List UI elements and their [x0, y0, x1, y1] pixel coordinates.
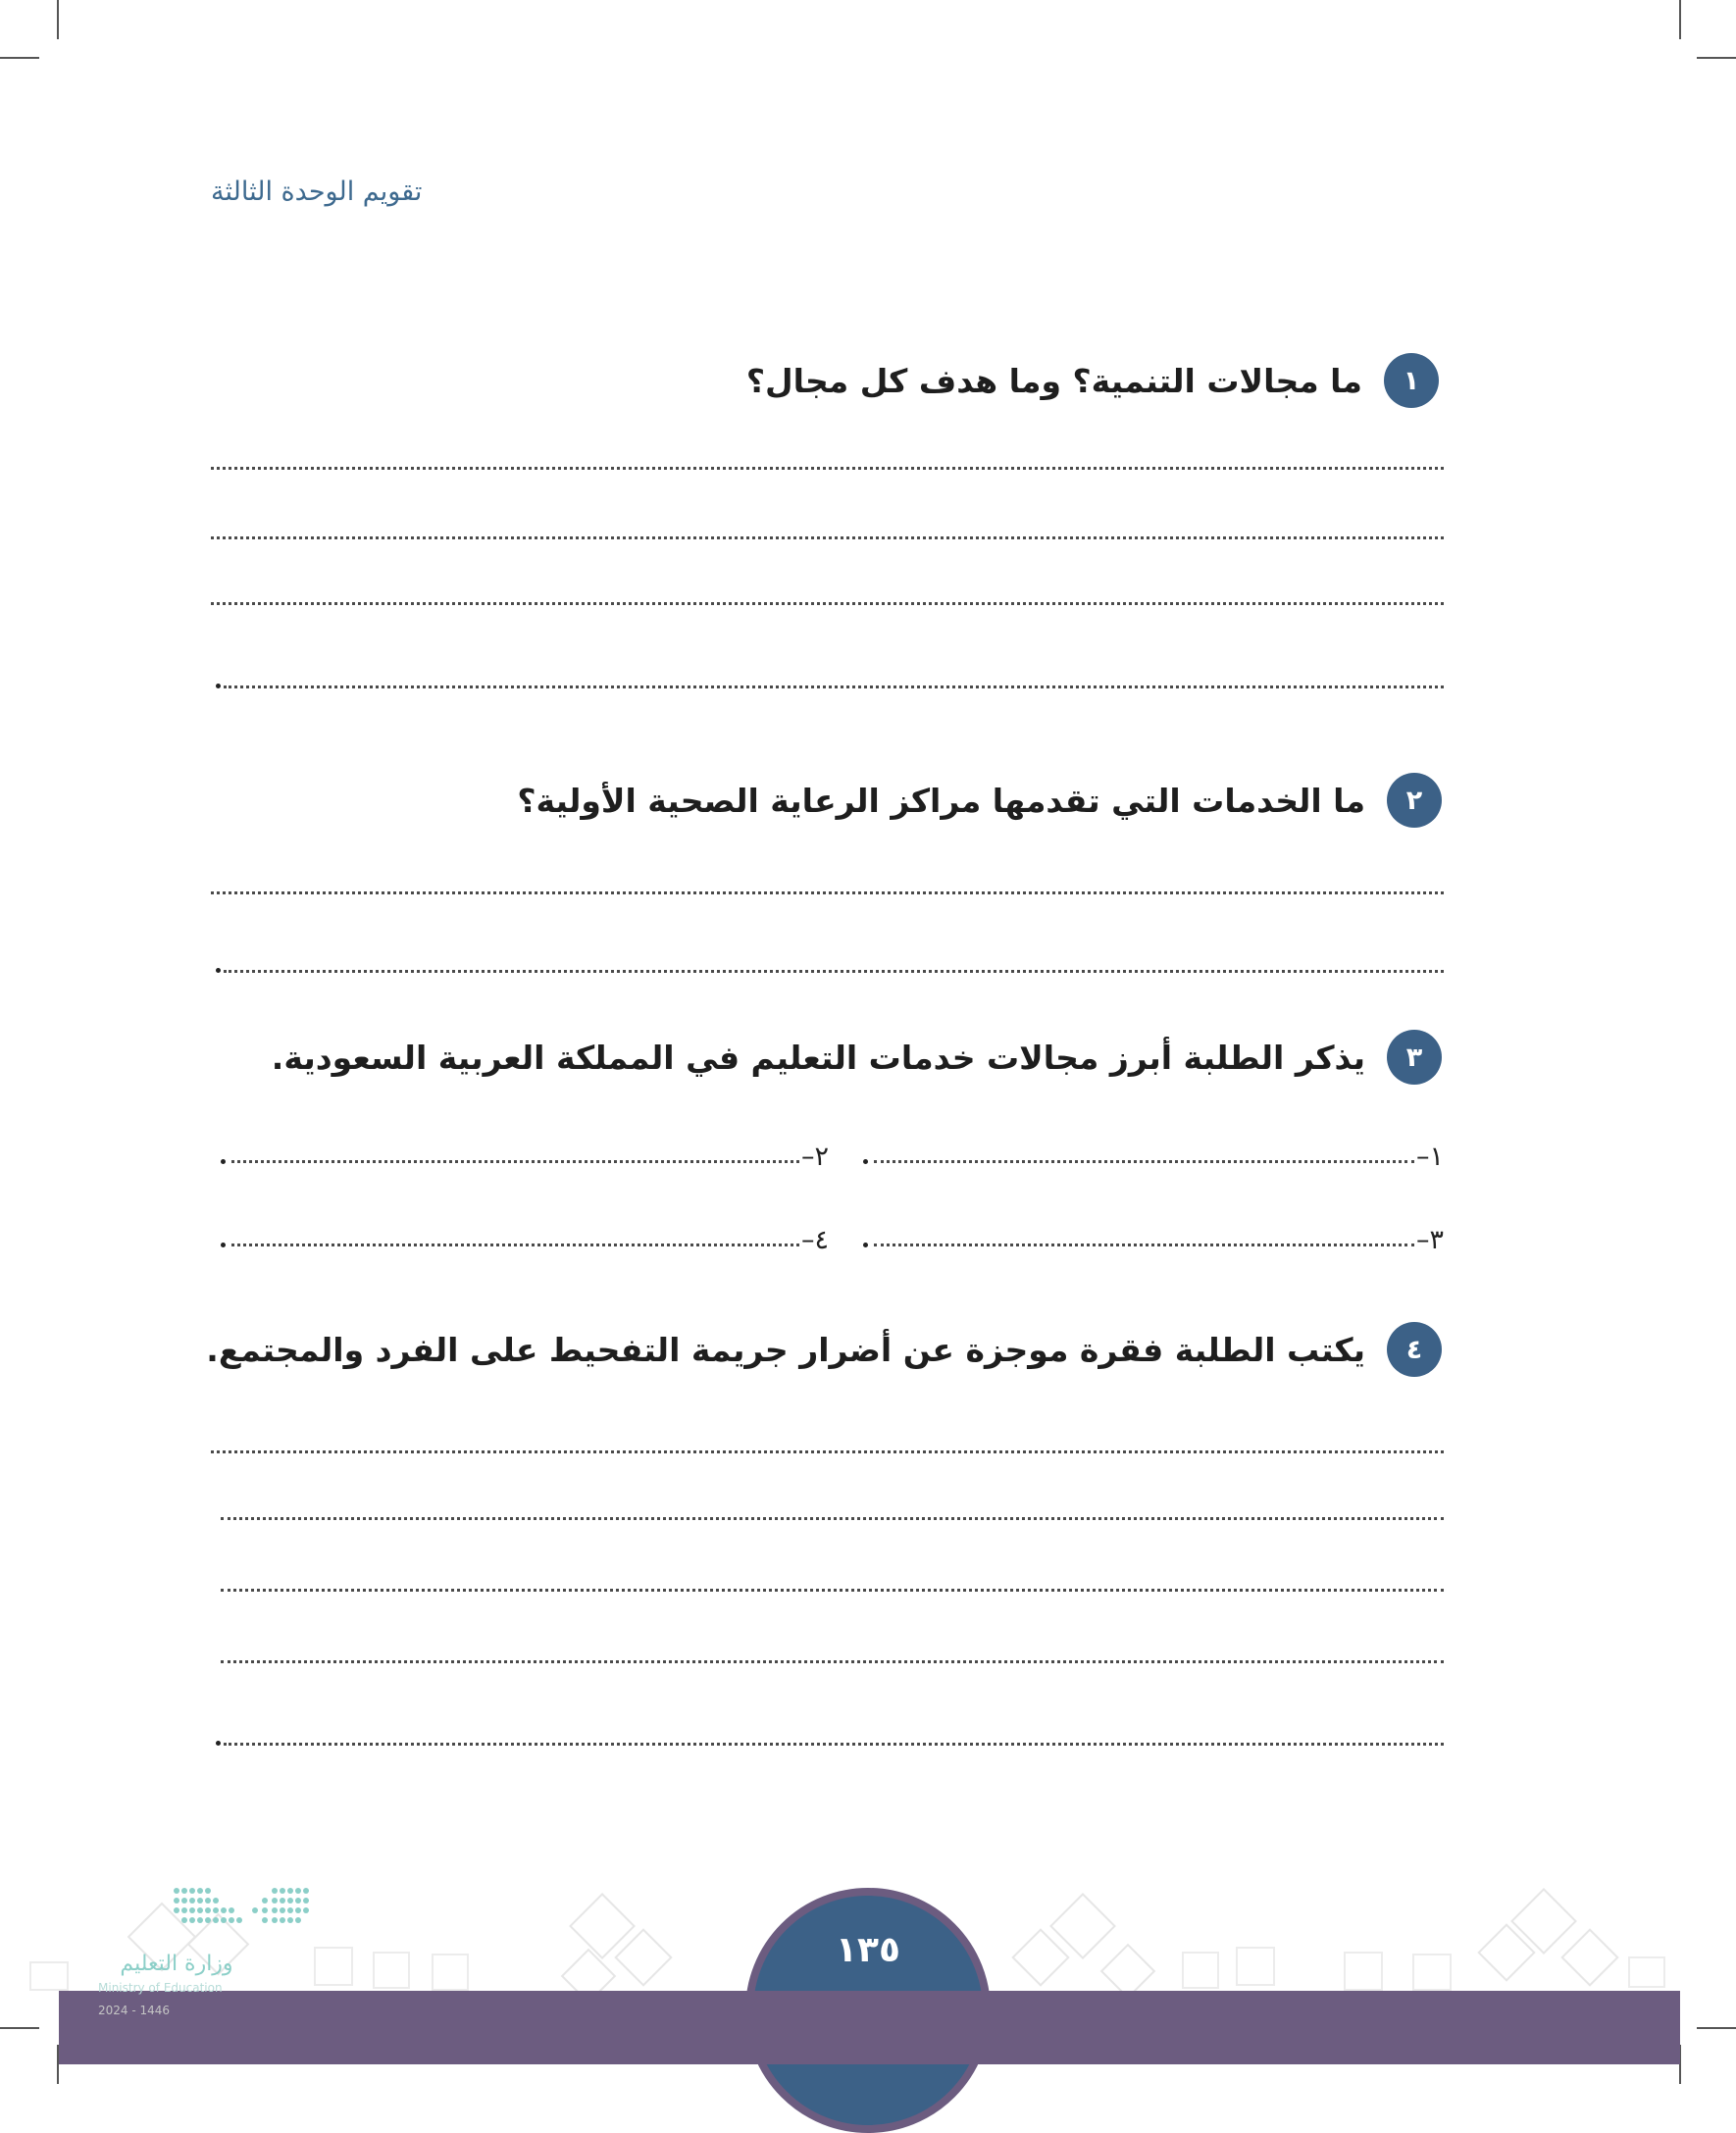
crop-mark	[1679, 0, 1681, 39]
question-number-badge: ١	[1384, 353, 1439, 408]
decorative-pattern-shape	[1236, 1947, 1275, 1986]
logo-dots-icon	[172, 1883, 319, 1932]
list-item-line[interactable]	[874, 1160, 1414, 1163]
answer-line[interactable]	[211, 1450, 1444, 1453]
logo-english-text: Ministry of Education	[98, 1981, 223, 1995]
page-header-title: تقويم الوحدة الثالثة	[211, 177, 423, 207]
decorative-pattern-shape	[29, 1961, 69, 1991]
list-item-number: ٤–	[800, 1225, 829, 1255]
crop-mark	[1697, 57, 1736, 59]
decorative-pattern-shape	[1560, 1928, 1618, 1986]
list-item-1[interactable]	[863, 1133, 1444, 1172]
question-text: ما مجالات التنمية؟ وما هدف كل مجال؟	[745, 361, 1362, 400]
decorative-pattern-shape	[1344, 1952, 1383, 1991]
crop-mark	[0, 57, 39, 59]
answer-line[interactable]	[224, 1743, 1444, 1746]
answer-line[interactable]	[221, 1589, 1444, 1592]
question-number-badge: ٤	[1387, 1322, 1442, 1377]
crop-mark	[57, 0, 59, 39]
answer-line[interactable]	[221, 1517, 1444, 1520]
question-4	[206, 1321, 1442, 1378]
question-text: يكتب الطلبة فقرة موجزة عن أضرار جريمة التفحيط على الفرد والمجتمع.	[206, 1330, 1365, 1369]
list-item-4[interactable]	[221, 1216, 829, 1255]
logo-year-text: 2024 - 1446	[98, 2004, 171, 2017]
end-dot	[216, 968, 221, 973]
end-dot	[216, 1741, 221, 1746]
list-item-3[interactable]	[863, 1216, 1444, 1255]
list-item-line[interactable]	[874, 1244, 1414, 1246]
ministry-logo	[98, 1883, 324, 2025]
list-item-line[interactable]	[231, 1244, 799, 1246]
question-2	[517, 772, 1442, 829]
question-number-badge: ٢	[1387, 773, 1442, 828]
page-number: ١٣٥	[836, 1930, 900, 1970]
end-dot	[221, 1159, 226, 1164]
question-text: يذكر الطلبة أبرز مجالات خدمات التعليم في المملكة العربية السعودية.	[271, 1038, 1365, 1077]
logo-arabic-text: وزارة التعليم	[120, 1952, 233, 1976]
decorative-pattern-shape	[1182, 1952, 1219, 1989]
end-dot	[221, 1243, 226, 1247]
answer-line[interactable]	[211, 602, 1444, 605]
list-item-number: ١–	[1415, 1142, 1444, 1172]
decorative-pattern-shape	[373, 1952, 410, 1989]
answer-line[interactable]	[221, 1660, 1444, 1663]
answer-line[interactable]	[224, 686, 1444, 688]
list-item-line[interactable]	[231, 1160, 799, 1163]
question-number-badge: ٣	[1387, 1030, 1442, 1085]
answer-line[interactable]	[211, 536, 1444, 539]
list-item-2[interactable]	[221, 1133, 829, 1172]
end-dot	[863, 1243, 868, 1247]
crop-mark	[0, 2027, 39, 2029]
question-1	[746, 352, 1439, 409]
list-item-number: ٢–	[800, 1142, 829, 1172]
decorative-pattern-shape	[1628, 1956, 1665, 1988]
end-dot	[863, 1159, 868, 1164]
decorative-pattern-shape	[1412, 1954, 1452, 1991]
question-text: ما الخدمات التي تقدمها مراكز الرعاية الصحية الأولية؟	[517, 781, 1365, 820]
crop-mark	[1697, 2027, 1736, 2029]
end-dot	[216, 684, 221, 688]
decorative-pattern-shape	[432, 1954, 469, 1991]
answer-line[interactable]	[211, 467, 1444, 470]
question-3	[272, 1029, 1442, 1086]
answer-line[interactable]	[224, 970, 1444, 973]
answer-line[interactable]	[211, 891, 1444, 894]
list-item-number: ٣–	[1415, 1225, 1444, 1255]
